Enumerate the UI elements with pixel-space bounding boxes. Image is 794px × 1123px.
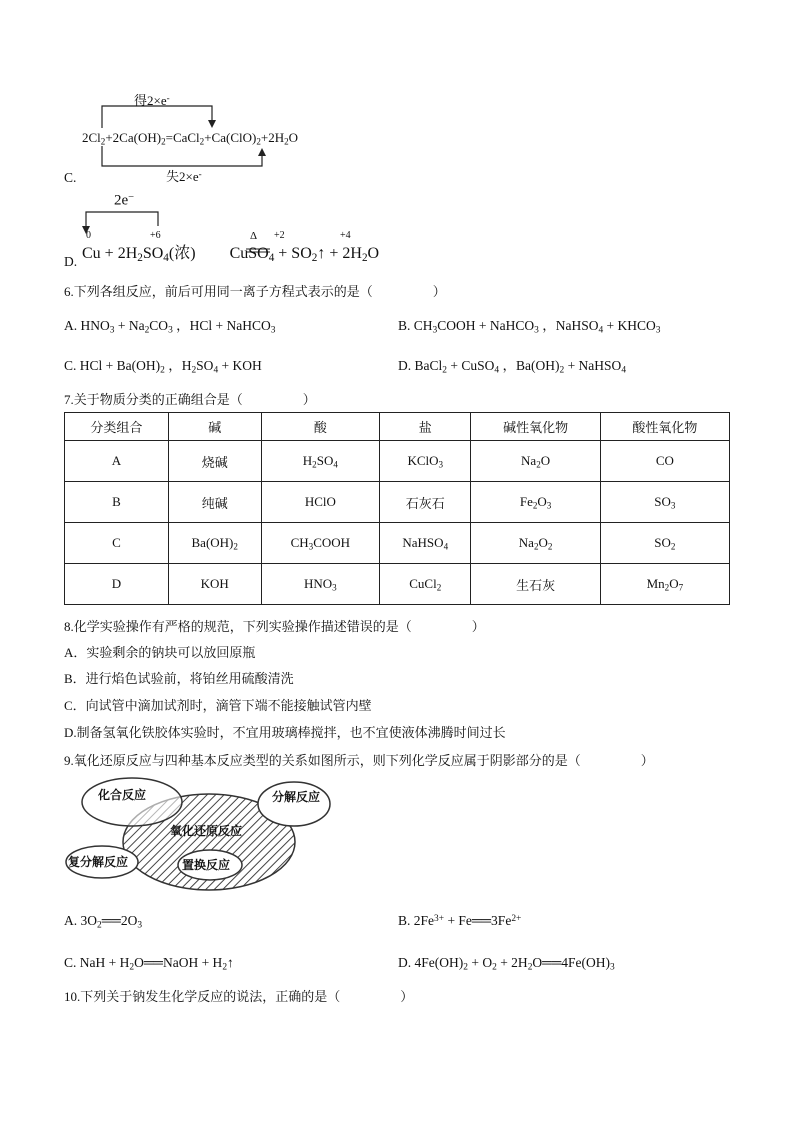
- venn-metathesis: 复分解反应: [68, 855, 129, 869]
- question-10-stem: 10.下列关于钠发生化学反应的说法，正确的是（ ）: [64, 989, 414, 1004]
- q8-option-c[interactable]: C．向试管中滴加试剂时，滴管下端不能接触试管内壁: [64, 698, 372, 713]
- table-cell: CuCl$_2$: [380, 564, 471, 605]
- table-cell: $SO_3$: [600, 482, 729, 523]
- table-row: [65, 523, 730, 564]
- heat-symbol: Δ: [250, 230, 258, 242]
- table-cell: 生石灰: [471, 564, 600, 605]
- q6-option-d[interactable]: D. BaCl$_2$ + CuSO$_4$ ，$Ba(OH)_2$ + NaHSO$_4$: [398, 358, 627, 376]
- q9-option-a[interactable]: A. $3O_2══2O_3$: [64, 913, 143, 931]
- venn-combination: 化合反应: [98, 788, 147, 802]
- q9-option-b[interactable]: B. $2Fe^{3+}$ + $Fe══3Fe^{2+}$: [398, 913, 522, 928]
- table-cell: KClO$_3$: [380, 441, 471, 482]
- question-9-stem: 9.氧化还原反应与四种基本反应类型的关系如图所示，则下列化学反应属于阴影部分的是（ ）: [64, 753, 654, 768]
- row-label: A: [65, 441, 169, 482]
- row-label: C: [65, 523, 169, 564]
- table-cell: 石灰石: [380, 482, 471, 523]
- question-7-stem: 7.关于物质分类的正确组合是（ ）: [64, 392, 316, 407]
- table-cell: $H_2SO_4$: [261, 441, 379, 482]
- equation-d: $Cu + 2H_2SO_4$(浓) CuSO$_4$ + $SO_2↑ + 2H_2O$: [82, 245, 380, 264]
- q6-option-c[interactable]: C. HCl + $Ba(OH)_2$ ，$H_2SO_4$ + KOH: [64, 358, 262, 376]
- table-cell: KOH: [168, 564, 261, 605]
- table-header-row: [65, 413, 730, 441]
- row-label: D: [65, 564, 169, 605]
- gain-label: 得2×e-: [134, 92, 170, 108]
- ox-state-s6: +6: [150, 230, 161, 241]
- table-cell: $Fe_2O_3$: [471, 482, 600, 523]
- row-label: B: [65, 482, 169, 523]
- loss-label: 失2×e-: [166, 168, 202, 184]
- table-cell: $SO_2$: [600, 523, 729, 564]
- q8-option-a[interactable]: A．实验剩余的钠块可以放回原瓶: [64, 645, 256, 660]
- header-cell: 碱: [168, 413, 261, 441]
- option-c-letter: C.: [64, 170, 77, 185]
- header-cell: 酸性氧化物: [600, 413, 729, 441]
- venn-diagram: [64, 776, 334, 894]
- table-row: [65, 564, 730, 605]
- equation-c: $2Cl_2+2Ca(OH)_2=CaCl_2+Ca(ClO)_2+2H_2O$: [82, 130, 299, 147]
- q6-option-a[interactable]: A. $HNO_3 + Na_2CO_3$ ，HCl + NaHCO$_3$: [64, 318, 276, 336]
- ox-state-s4: +4: [340, 230, 351, 241]
- table-cell: $Na_2O_2$: [471, 523, 600, 564]
- table-cell: CO: [600, 441, 729, 482]
- table-row: [65, 441, 730, 482]
- header-cell: 酸: [261, 413, 379, 441]
- option-c-diagram: [64, 88, 364, 188]
- table-cell: $Mn_2O_7$: [600, 564, 729, 605]
- header-cell: 碱性氧化物: [471, 413, 600, 441]
- classification-table: [64, 412, 730, 605]
- table-cell: $Na_2O$: [471, 441, 600, 482]
- q8-option-d[interactable]: D.制备氢氧化铁胶体实验时，不宜用玻璃棒搅拌，也不宜使液体沸腾时间过长: [64, 725, 506, 740]
- table-cell: 烧碱: [168, 441, 261, 482]
- table-cell: $HNO_3$: [261, 564, 379, 605]
- q8-option-b[interactable]: B．进行焰色试验前，将铂丝用硫酸清洗: [64, 671, 294, 686]
- header-cell: 盐: [380, 413, 471, 441]
- conc-label: (浓): [168, 245, 196, 262]
- question-8-stem: 8.化学实验操作有严格的规范，下列实验操作描述错误的是（ ）: [64, 619, 485, 634]
- table-cell: $CH_3COOH$: [261, 523, 379, 564]
- header-cell: 分类组合: [65, 413, 169, 441]
- venn-decomposition: 分解反应: [272, 790, 321, 804]
- q6-option-b[interactable]: B. $CH_3COOH$ + NaHCO$_3$ ，NaHSO$_4$ + $KHCO_3$: [398, 318, 661, 336]
- option-d-letter: D.: [64, 254, 78, 269]
- q9-option-d[interactable]: D. $4Fe(OH)_2 + O_2$ + $2H_2O══4Fe(OH)_3$: [398, 955, 615, 973]
- table-cell: 纯碱: [168, 482, 261, 523]
- electron-count: 2e−: [114, 192, 135, 209]
- venn-redox: 氧化还原反应: [170, 824, 243, 838]
- question-6-stem: 6.下列各组反应，前后可用同一离子方程式表示的是（ ）: [64, 284, 446, 299]
- table-row: [65, 482, 730, 523]
- venn-displacement: 置换反应: [182, 858, 231, 872]
- table-cell: $Ba(OH)_2$: [168, 523, 261, 564]
- table-cell: HClO: [261, 482, 379, 523]
- q9-option-c[interactable]: C. NaH + $H_2O══NaOH$ + $H_2↑$: [64, 955, 234, 973]
- ox-state-cu2: +2: [274, 230, 285, 241]
- table-cell: NaHSO$_4$: [380, 523, 471, 564]
- ox-state-cu: 0: [86, 230, 91, 241]
- option-d-diagram: [64, 190, 444, 270]
